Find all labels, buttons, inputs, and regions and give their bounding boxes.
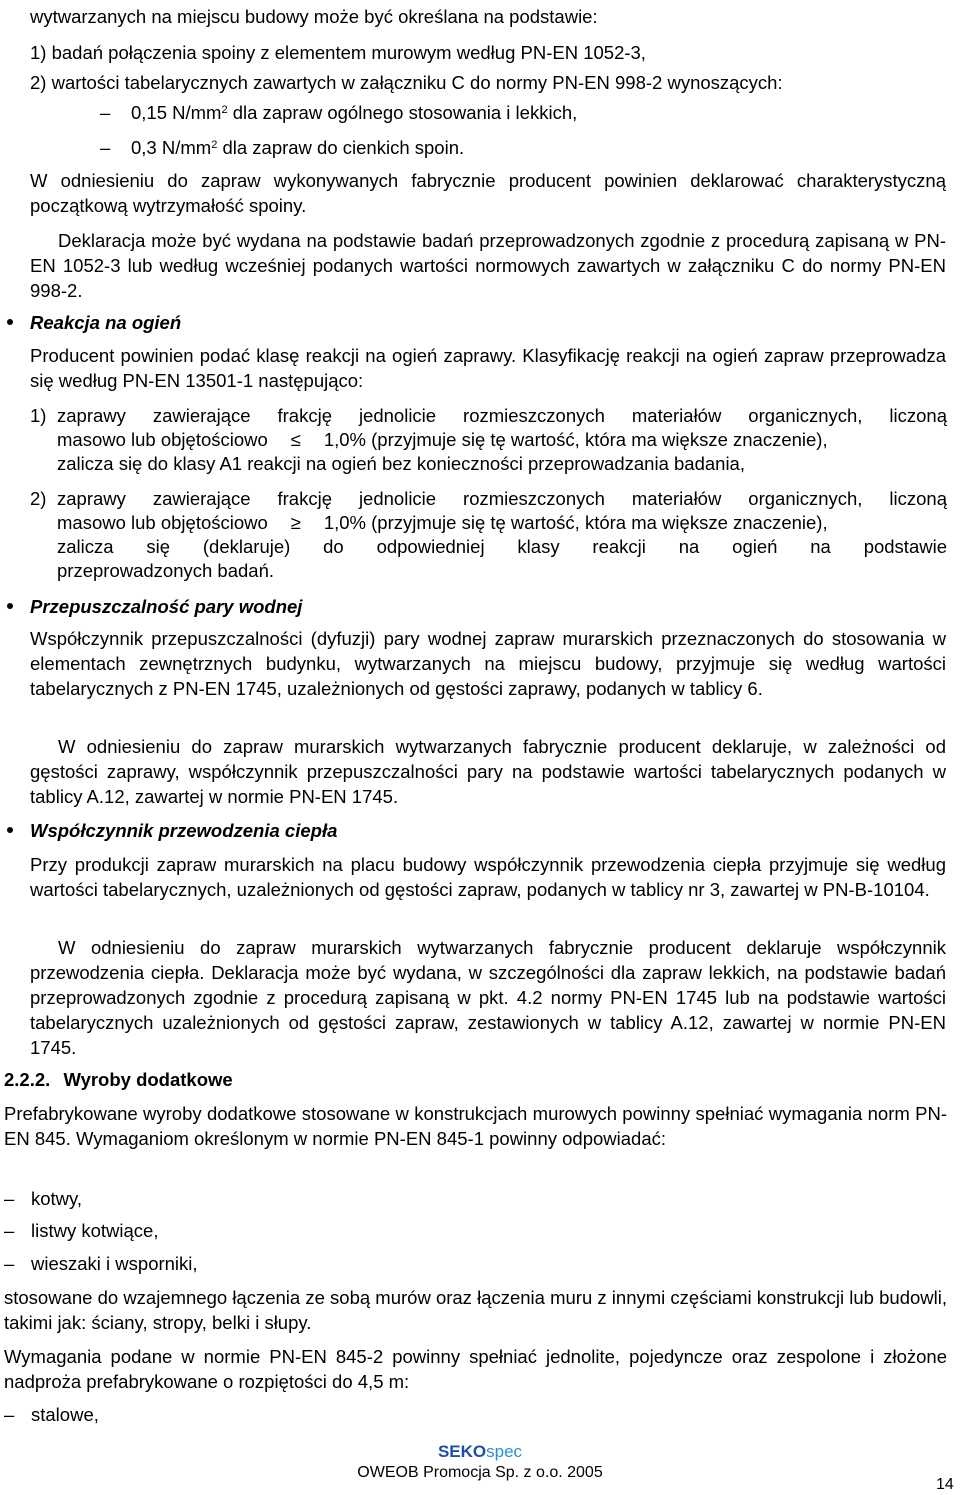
dash-text: 0,3 $N/mm^2$ dla zapraw do cienkich spoin. [131,137,465,158]
dash-marker: – [4,1404,15,1425]
paragraph: W odniesieniu do zapraw murarskich wytwarzanych fabrycznie producent deklaruje współczynnik przewodzenia ciepła. Deklaracja może być wydana, w szczególności dla zapraw lekkich, na podstawie badań przeprowadzonych zgodnie z procedurą zapisaną w pkt. 4.2 normy PN-EN 1745 lub na podstawie wartości tabelarycznych uzależnionych od gęstości zapraw, zestawionych w tablicy A.12, zawartej w normie PN-EN 1745. [30,937,946,1058]
page-number: 14 [936,1476,954,1493]
dash-item-1 [100,100,660,125]
section-title-text: Wyroby dodatkowe [63,1069,233,1090]
section-title [4,1067,233,1092]
section-heading: Przepuszczalność pary wodnej [30,596,303,617]
list-text: masowo lub objętościowo ≥ 1,0% (przyjmuje się tę wartość, która ma większe znaczenie), [57,512,828,533]
paragraph: W odniesieniu do zapraw wykonywanych fabrycznie producent powinien deklarować charakterystyczną początkową wytrzymałość spoiny. [30,170,946,216]
section-number: 2.2.2. [4,1069,51,1090]
footer-logo: SEKOspec [437,1442,523,1461]
paragraph: Prefabrykowane wyroby dodatkowe stosowane w konstrukcjach murowych powinny spełniać wymagania norm PN-EN 845. Wymaganiom określonym w normie PN-EN 845-1 powinny odpowiadać: [4,1103,947,1149]
dash-marker: – [100,137,111,158]
dash-marker: – [4,1220,15,1241]
section-heading: Współczynnik przewodzenia ciepła [30,820,338,841]
list-number: 1) [30,405,47,426]
paragraph: Współczynnik przepuszczalności (dyfuzji) pary wodnej zapraw murarskich przeznaczonych do stosowania w elementach zewnętrznych budynku, wytwarzanych na miejscu budowy, przyjmuje się według wartości tabelarycznych z PN-EN 1745, uzależnionych od gęstości zaprawy, podanych w tablicy 6. [30,628,946,699]
paragraph: Przy produkcji zapraw murarskich na placu budowy współczynnik przewodzenia ciepła przyjmuje się według wartości tabelarycznych, uzależnionych od gęstości zapraw, podanych w tablicy nr 3, zawartej w PN-B-10104. [30,854,946,900]
paragraph: stosowane do wzajemnego łączenia ze sobą murów oraz łączenia muru z innymi częściami konstrukcji lub budowli, takimi jak: ściany, stropy, belki i słupy. [4,1287,947,1333]
list-text: zaprawy zawierające frakcję jednolicie rozmieszczonych materiałów organicznych, liczoną [57,488,947,509]
dash-text: 0,15 $N/mm^2$ dla zapraw ogólnego stosowania i lekkich, [131,102,578,123]
dash-item: – wieszaki i wsporniki, [4,1253,198,1274]
dash-item: – stalowe, [4,1404,99,1425]
paragraph: Producent powinien podać klasę reakcji na ogień zaprawy. Klasyfikację reakcji na ogień zapraw przeprowadza się według PN-EN 13501-1 następująco: [30,345,946,391]
footer-org: OWEOB Promocja Sp. z o.o. 2005 [357,1464,603,1481]
dash-item: – kotwy, [4,1188,83,1209]
list-text: masowo lub objętościowo ≤ 1,0% (przyjmuje się tę wartość, która ma większe znaczenie), [57,429,828,450]
intro-line: wytwarzanych na miejscu budowy może być określana na podstawie: [30,6,598,27]
dash-marker: – [4,1253,15,1274]
dash-item: – listwy kotwiące, [4,1220,159,1241]
bullet-icon [7,319,13,325]
dash-marker: – [4,1188,15,1209]
greater-equal-symbol: ≥ [290,512,301,533]
list-text: zalicza się do klasy A1 reakcji na ogień bez konieczności przeprowadzania badania, [57,453,745,474]
list-text: przeprowadzonych badań. [57,560,275,581]
list-item-2: 2) wartości tabelarycznych zawartych w załączniku C do normy PN-EN 998-2 wynoszących: [30,72,783,93]
bullet-icon [7,827,13,833]
bullet-icon [7,603,13,609]
dash-marker: – [100,102,111,123]
dash-item-2 [100,135,660,160]
list-item-1: 1) badań połączenia spoiny z elementem murowym według PN-EN 1052-3, [30,42,646,63]
list-text: zaprawy zawierające frakcję jednolicie rozmieszczonych materiałów organicznych, liczoną [57,405,947,426]
list-text: zalicza się (deklaruje) do odpowiedniej klasy reakcji na ogień na podstawie [57,536,947,557]
paragraph: W odniesieniu do zapraw murarskich wytwarzanych fabrycznie producent deklaruje, w zależności od gęstości zaprawy, współczynnik przepuszczalności pary na podstawie wartości tabelarycznych podanych w tablicy A.12, zawartej w normie PN-EN 1745. [30,736,946,807]
less-equal-symbol: ≤ [290,429,301,450]
list-number: 2) [30,488,47,509]
paragraph: Deklaracja może być wydana na podstawie badań przeprowadzonych zgodnie z procedurą zapisaną w PN-EN 1052-3 lub według wcześniej podanych wartości normowych zawartych w załączniku C do normy PN-EN 998-2. [30,230,946,301]
paragraph: Wymagania podane w normie PN-EN 845-2 powinny spełniać jednolite, pojedyncze oraz zespolone i złożone nadproża prefabrykowane o rozpiętości do 4,5 m: [4,1346,947,1392]
section-heading: Reakcja na ogień [30,312,182,333]
